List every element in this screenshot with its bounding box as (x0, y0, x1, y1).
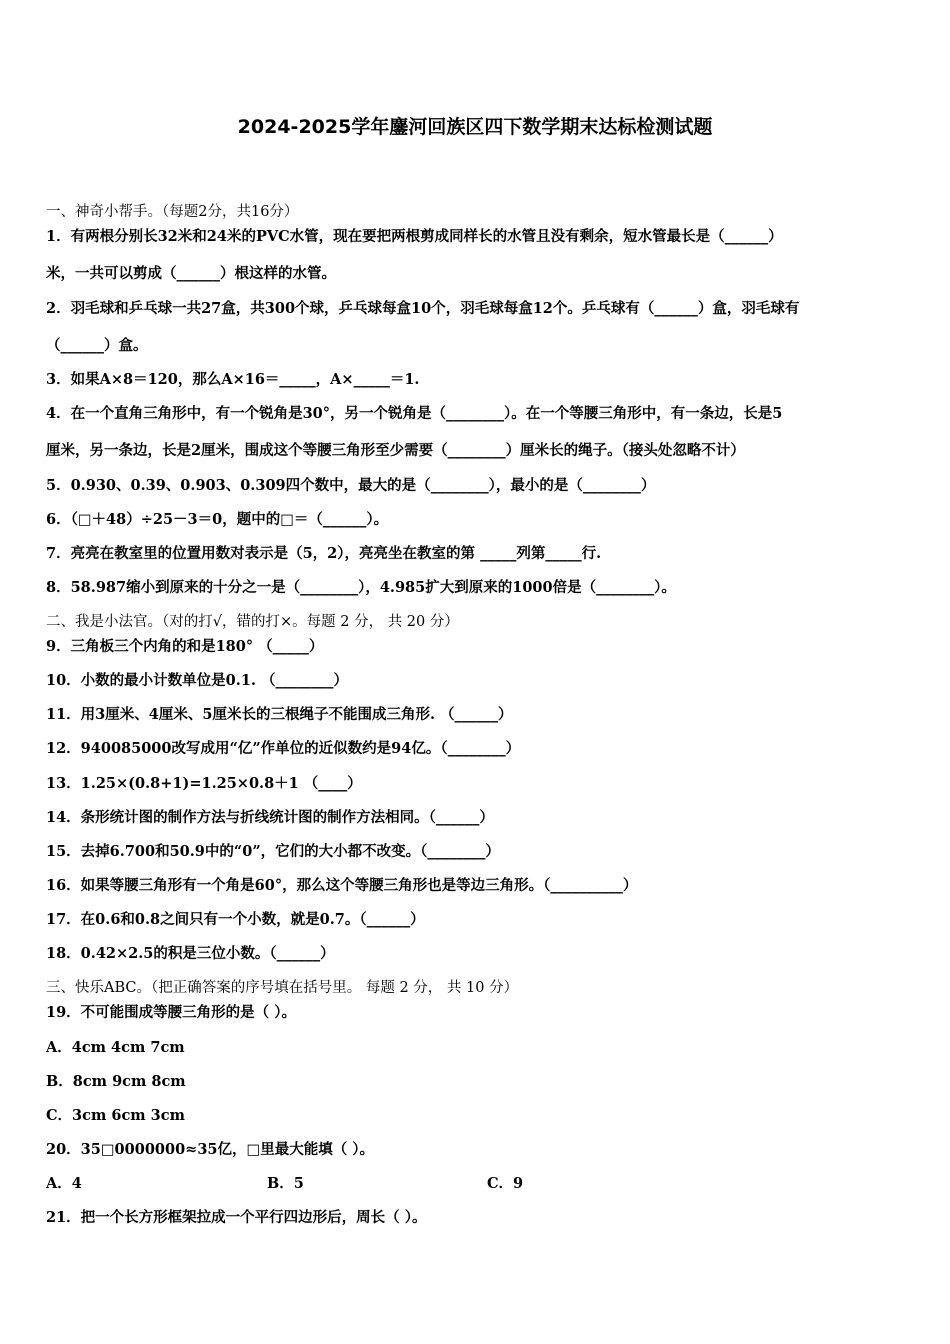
question-8: 8．58.987缩小到原来的十分之一是（________），4.985扩大到原来的1000倍是（________）。 (46, 579, 676, 596)
question-17: 17．在0.6和0.8之间只有一个小数，就是0.7。（______） (46, 911, 425, 928)
question-4-line-1: 4．在一个直角三角形中，有一个锐角是30°，另一个锐角是（________）。在一个等腰三角形中，有一条边，长是5 (46, 405, 783, 422)
question-9: 9．三角板三个内角的和是180° （_____） (46, 638, 324, 655)
question-20-option-b: B．5 (267, 1175, 304, 1192)
question-13: 13．1.25×(0.8+1)=1.25×0.8＋1 （____） (46, 775, 362, 792)
question-19-option-c: C．3cm 6cm 3cm (46, 1107, 185, 1124)
question-14: 14．条形统计图的制作方法与折线统计图的制作方法相同。（______） (46, 809, 494, 826)
question-18: 18．0.42×2.5的积是三位小数。（______） (46, 945, 335, 962)
section-1-heading: 一、神奇小帮手。（每题2分，共16分） (46, 204, 299, 220)
question-19: 19．不可能围成等腰三角形的是（ ）。 (46, 1004, 296, 1021)
question-11: 11．用3厘米、4厘米、5厘米长的三根绳子不能围成三角形. （______） (46, 706, 513, 723)
question-16: 16．如果等腰三角形有一个角是60°，那么这个等腰三角形也是等边三角形。（__________） (46, 877, 638, 894)
page-title: 2024-2025学年鏖河回族区四下数学期末达标检测试题 (237, 116, 713, 138)
question-21: 21．把一个长方形框架拉成一个平行四边形后，周长（ ）。 (46, 1209, 427, 1226)
question-3: 3．如果A×8＝120，那么A×16＝_____，A×_____＝1. (46, 371, 420, 388)
question-7: 7．亮亮在教室里的位置用数对表示是（5，2），亮亮坐在教室的第 _____列第_____行. (46, 545, 602, 562)
question-20: 20．35□0000000≈35亿，□里最大能填（ ）。 (46, 1141, 375, 1158)
question-1-line-2: 米，一共可以剪成（______）根这样的水管。 (46, 265, 336, 282)
question-12: 12．940085000改写成用“亿”作单位的近似数约是94亿。（________） (46, 740, 521, 757)
question-5: 5．0.930、0.39、0.903、0.309四个数中，最大的是（________），最小的是（________） (46, 477, 656, 494)
question-20-option-a: A．4 (46, 1175, 82, 1192)
question-10: 10．小数的最小计数单位是0.1. （________） (46, 672, 348, 689)
question-6: 6．（□＋48）÷25－3＝0，题中的□＝（______）。 (46, 511, 389, 528)
question-1-line-1: 1．有两根分别长32米和24米的PVC水管，现在要把两根剪成同样长的水管且没有剩余，短水管最长是（______） (46, 228, 783, 245)
question-20-option-c: C．9 (487, 1175, 524, 1192)
section-3-heading: 三、快乐ABC。（把正确答案的序号填在括号里。 每题 2 分， 共 10 分） (46, 980, 519, 996)
question-15: 15．去掉6.700和50.9中的“0”，它们的大小都不改变。（________） (46, 843, 500, 860)
question-19-option-a: A．4cm 4cm 7cm (46, 1039, 185, 1056)
question-19-option-b: B．8cm 9cm 8cm (46, 1073, 186, 1090)
question-2-line-2: （______）盒。 (46, 337, 148, 354)
section-2-heading: 二、我是小法官。（对的打√，错的打×。每题 2 分， 共 20 分） (46, 614, 459, 630)
question-2-line-1: 2．羽毛球和乒乓球一共27盒，共300个球，乒乓球每盒10个，羽毛球每盒12个。乒乓球有（______）盒，羽毛球有 (46, 300, 800, 317)
question-4-line-2: 厘米，另一条边，长是2厘米，围成这个等腰三角形至少需要（________）厘米长的绳子。（接头处忽略不计） (46, 442, 745, 459)
